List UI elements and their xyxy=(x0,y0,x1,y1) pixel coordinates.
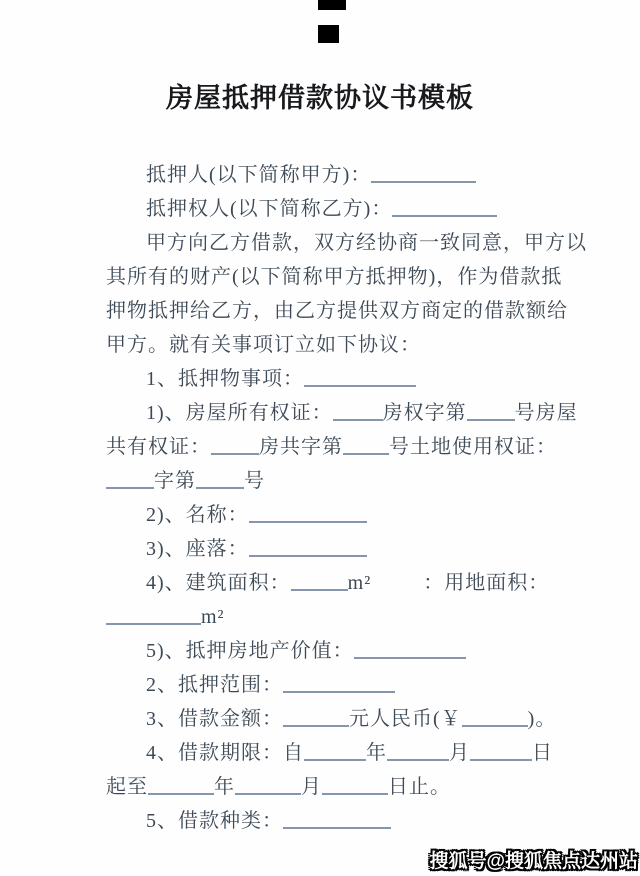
document-line xyxy=(106,464,566,498)
blank-underline xyxy=(343,453,389,455)
document-line xyxy=(106,158,566,192)
text-segment: 抵押权人(以下简称乙方)： xyxy=(146,198,393,220)
document-line xyxy=(106,192,566,226)
document-line xyxy=(106,600,566,634)
blank-underline xyxy=(283,691,395,693)
blank-underline xyxy=(249,521,367,523)
scan-artifact-mark-bottom xyxy=(318,25,339,43)
text-segment: 月 xyxy=(301,776,322,798)
text-segment: 年 xyxy=(214,776,235,798)
text-segment: 月 xyxy=(449,742,470,764)
blank-underline xyxy=(392,215,497,217)
blank-underline xyxy=(106,487,154,489)
blank-underline xyxy=(467,419,515,421)
document-line xyxy=(106,362,566,396)
text-segment: 4)、建筑面积： xyxy=(146,572,291,594)
blank-underline xyxy=(470,759,532,761)
document-line xyxy=(106,736,566,770)
blank-underline xyxy=(106,623,201,625)
blank-underline xyxy=(304,759,366,761)
text-segment: 5、借款种类： xyxy=(146,810,283,832)
text-segment: 元人民币(￥ xyxy=(349,708,462,730)
document-line xyxy=(106,396,578,430)
document-line xyxy=(106,770,566,804)
text-segment: 日 xyxy=(532,742,553,764)
text-segment: 甲方向乙方借款，双方经协商一致同意，甲方以 xyxy=(146,232,587,254)
text-segment: 号 xyxy=(244,470,265,492)
text-segment: 字第 xyxy=(154,470,196,492)
text-segment: 1、抵押物事项： xyxy=(146,368,304,390)
text-segment: 2)、名称： xyxy=(146,504,249,526)
text-segment: 4、借款期限：自 xyxy=(146,742,304,764)
text-segment: ：用地面积： xyxy=(423,572,550,594)
text-segment: m² xyxy=(201,606,225,628)
text-segment: )。 xyxy=(527,708,557,730)
text-segment: 押物抵押给乙方，由乙方提供双方商定的借款额给 xyxy=(106,300,568,322)
document-line xyxy=(106,702,566,736)
blank-underline xyxy=(387,759,449,761)
text-segment: 甲方。就有关事项订立如下协议： xyxy=(106,334,421,356)
blank-underline xyxy=(322,793,388,795)
watermark: 搜狐号@搜狐焦点达州站 xyxy=(429,851,638,872)
document-line xyxy=(106,498,566,532)
text-segment: 号房屋 xyxy=(514,402,578,424)
text-segment: 2、抵押范围： xyxy=(146,674,283,696)
text-segment: 抵押人(以下简称甲方)： xyxy=(146,164,372,186)
blank-underline xyxy=(211,453,259,455)
text-segment: 共有权证： xyxy=(106,436,211,458)
document-line xyxy=(106,328,566,362)
text-segment: 1)、房屋所有权证： xyxy=(146,402,333,424)
blank-underline xyxy=(304,385,416,387)
blank-underline xyxy=(333,419,383,421)
document-line xyxy=(106,566,566,600)
blank-underline xyxy=(235,793,301,795)
blank-underline xyxy=(283,827,391,829)
document-line xyxy=(106,430,566,464)
document-line xyxy=(106,260,566,294)
text-segment: 日止。 xyxy=(388,776,451,798)
text-segment: 5)、抵押房地产价值： xyxy=(146,640,354,662)
scan-artifact-mark-top xyxy=(318,0,346,10)
text-segment: 其所有的财产(以下简称甲方抵押物)，作为借款抵 xyxy=(106,266,563,288)
text-segment: 房共字第 xyxy=(259,436,343,458)
document-body xyxy=(106,158,587,838)
page-title: 房屋抵押借款协议书模板 xyxy=(166,83,474,113)
blank-underline xyxy=(148,793,214,795)
document-line xyxy=(106,668,566,702)
document-line xyxy=(106,294,566,328)
text-segment: 3、借款金额： xyxy=(146,708,283,730)
blank-underline xyxy=(249,555,367,557)
text-segment: m² xyxy=(347,572,372,594)
blank-underline xyxy=(283,725,349,727)
blank-underline xyxy=(196,487,244,489)
blank-underline xyxy=(462,725,528,727)
text-segment: 3)、座落： xyxy=(146,538,249,560)
document-line xyxy=(106,226,587,260)
text-segment: 房权字第 xyxy=(382,402,467,424)
document-line xyxy=(106,804,566,838)
document-line xyxy=(106,634,566,668)
text-segment: 年 xyxy=(366,742,387,764)
blank-underline xyxy=(291,589,348,591)
text-segment: 号土地使用权证： xyxy=(389,436,557,458)
blank-underline xyxy=(354,657,466,659)
text-segment: 起至 xyxy=(106,776,148,798)
blank-underline xyxy=(371,181,476,183)
document-line xyxy=(106,532,566,566)
